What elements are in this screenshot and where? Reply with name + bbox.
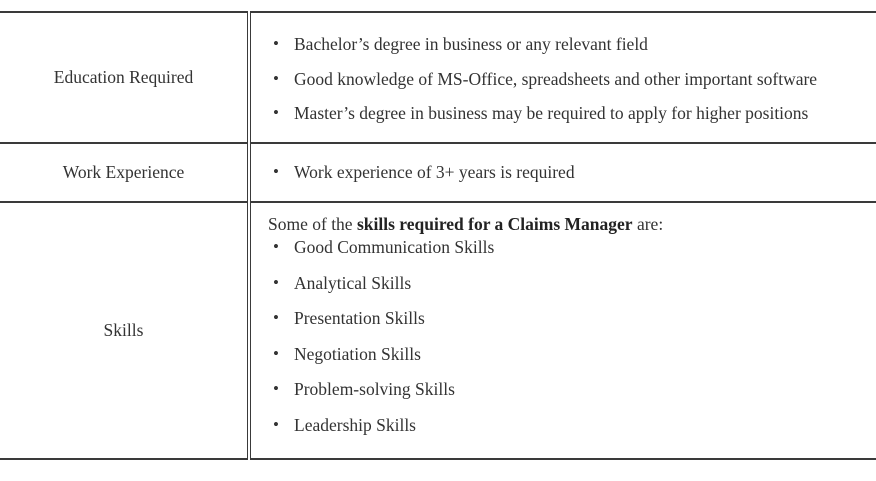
list-item: • Good knowledge of MS-Office, spreadsheets and other important software [268,69,876,89]
experience-label: Work Experience [0,143,249,202]
experience-content [249,143,876,202]
list-item: • Analytical Skills [268,273,876,293]
skills-intro-bold: skills required for a Claims Manager [356,214,633,234]
skills-list [268,235,876,435]
experience-row [0,143,876,202]
list-item: • Master’s degree in business may be required to apply for higher positions [268,103,876,123]
list-item: • Work experience of 3+ years is required [268,162,876,182]
education-label: Education Required [0,12,249,143]
list-item: • Good Communication Skills [268,237,876,257]
requirements-table [0,11,876,460]
skills-intro-prefix: Some of the [268,214,357,234]
list-item: • Leadership Skills [268,415,876,435]
education-row [0,12,876,143]
education-list [268,13,876,123]
list-item: • Bachelor’s degree in business or any relevant field [268,34,876,54]
experience-list [268,144,876,182]
list-item: • Problem-solving Skills [268,379,876,399]
list-item: • Presentation Skills [268,308,876,328]
education-content [249,12,876,143]
skills-intro [268,203,876,235]
skills-content [249,202,876,459]
skills-label: Skills [0,202,249,459]
skills-row [0,202,876,459]
skills-intro-suffix: are: [632,214,664,234]
list-item: • Negotiation Skills [268,344,876,364]
